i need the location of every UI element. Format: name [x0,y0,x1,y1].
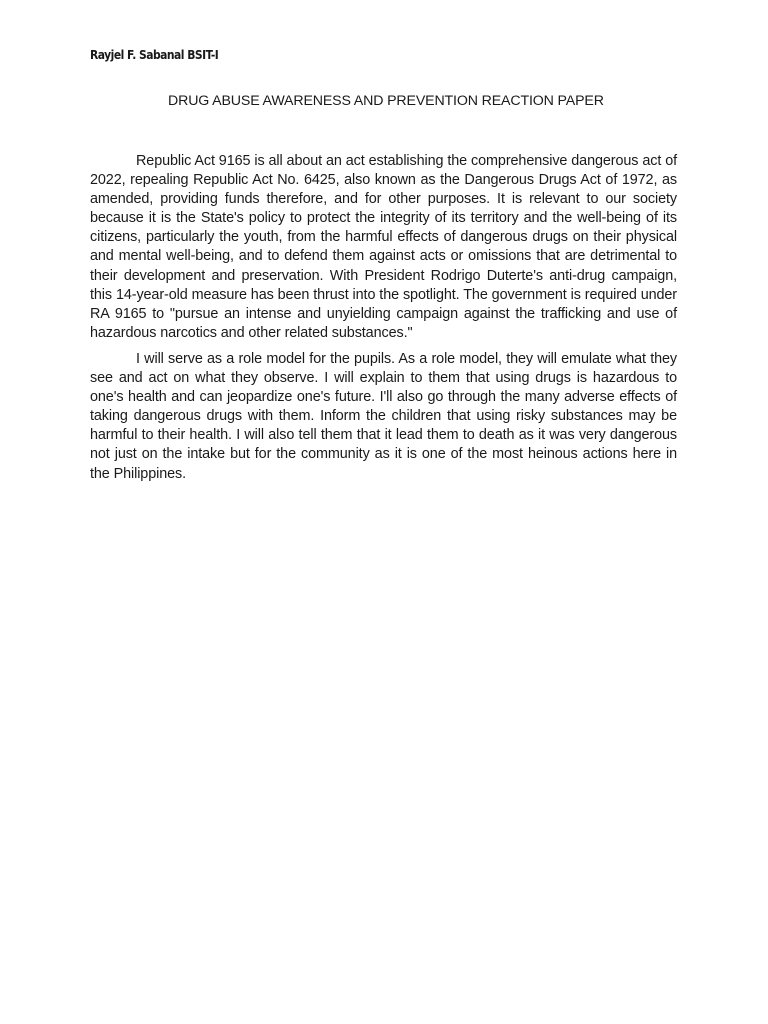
document-body [90,152,677,491]
author-line: Rayjel F. Sabanal BSIT-I [90,47,219,62]
body-paragraph-1: Republic Act 9165 is all about an act establishing the comprehensive dangerous act of 2022, repealing Republic Act No. 6425, also known as the Dangerous Drugs Act of 1972, as amended, providing funds therefore, and for other purposes. It is relevant to our society because it is the State's policy to protect the integrity of its territory and the well-being of its citizens, particularly the youth, from the harmful effects of dangerous drugs on their physical and mental well-being, and to defend them against acts or omissions that are detrimental to their development and preservation. With President Rodrigo Duterte's anti-drug campaign, this 14-year-old measure has been thrust into the spotlight. The government is required under RA 9165 to "pursue an intense and unyielding campaign against the trafficking and use of hazardous narcotics and other related substances." [90,153,677,341]
document-title: DRUG ABUSE AWARENESS AND PREVENTION REACTION PAPER [168,93,604,109]
body-paragraph-2: I will serve as a role model for the pupils. As a role model, they will emulate what they see and act on what they observe. I will explain to them that using drugs is hazardous to one's health and can jeopardize one's future. I'll also go through the many adverse effects of taking dangerous drugs with them. Inform the children that using risky substances may be harmful to their health. I will also tell them that it lead them to death as it was very dangerous not just on the intake but for the community as it is one of the most heinous actions here in the Philippines. [90,350,677,482]
